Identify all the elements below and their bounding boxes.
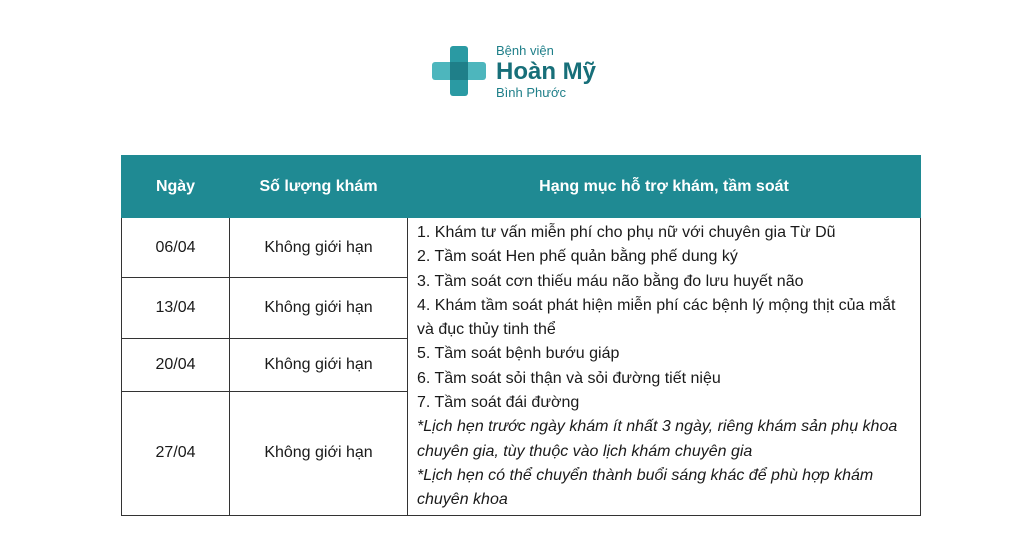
hospital-logo — [430, 42, 596, 100]
list-item: 6. Tầm soát sỏi thận và sỏi đường tiết niệu — [417, 369, 721, 387]
list-item: 7. Tầm soát đái đường — [417, 394, 580, 412]
table-header-row — [122, 156, 921, 218]
list-item: 2. Tầm soát Hen phế quản bằng phế dung ký — [417, 248, 738, 266]
list-item: 1. Khám tư vấn miễn phí cho phụ nữ với chuyên gia Từ Dũ — [417, 224, 836, 241]
date-cell: 20/04 — [122, 338, 230, 391]
medical-cross-icon — [430, 42, 488, 100]
header-date: Ngày — [122, 156, 230, 218]
note-text: *Lịch hẹn có thể chuyển thành buổi sáng khác để phù hợp khám chuyên khoa — [417, 466, 874, 509]
date-cell: 27/04 — [122, 391, 230, 515]
quantity-cell: Không giới hạn — [230, 338, 408, 391]
logo-line-3: Bình Phước — [496, 84, 566, 100]
table-row — [122, 218, 921, 278]
note-text: *Lịch hẹn trước ngày khám ít nhất 3 ngày, riêng khám sản phụ khoa chuyên gia, tùy thuộc vào lịch khám chuyên gia — [417, 418, 898, 460]
screening-items-cell — [408, 218, 921, 516]
logo-line-2: Hoàn Mỹ — [496, 57, 597, 85]
list-item: 4. Khám tầm soát phát hiện miễn phí các bệnh lý mộng thịt của mắt và đục thủy tinh thể — [417, 296, 896, 339]
header-quantity: Số lượng khám — [230, 156, 408, 218]
date-cell: 13/04 — [122, 278, 230, 338]
logo-text — [496, 44, 596, 99]
quantity-cell: Không giới hạn — [230, 218, 408, 278]
date-cell: 06/04 — [122, 218, 230, 278]
list-item: 3. Tầm soát cơn thiếu máu não bằng đo lưu huyết não — [417, 272, 804, 290]
header-items: Hạng mục hỗ trợ khám, tầm soát — [408, 156, 921, 218]
quantity-cell: Không giới hạn — [230, 391, 408, 515]
list-item: 5. Tầm soát bệnh bướu giáp — [417, 345, 620, 363]
schedule-table — [121, 155, 921, 516]
logo-line-1: Bệnh viện — [496, 42, 554, 58]
quantity-cell: Không giới hạn — [230, 278, 408, 338]
